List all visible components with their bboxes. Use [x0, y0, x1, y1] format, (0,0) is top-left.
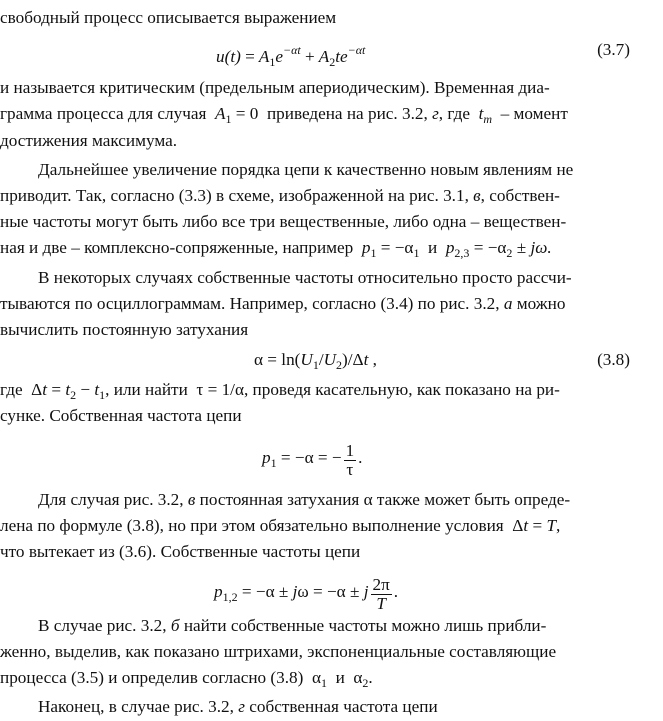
text: грамма процесса для случая — [0, 104, 207, 123]
text: Для случая рис. 3.2, — [38, 490, 184, 509]
text: в — [473, 186, 481, 205]
formula: $t_m$ — [474, 104, 493, 126]
text-line — [0, 238, 663, 263]
text: и — [335, 668, 345, 687]
text-line — [0, 131, 663, 151]
text: ная и две – комплексно-сопряженные, например — [0, 238, 354, 257]
text-line — [0, 380, 663, 405]
formula: $\Delta t = t_2 - t_1$ — [26, 380, 106, 402]
text: приводит. Так, согласно (3.3) в схеме, изображенной на рис. 3.1, — [0, 186, 469, 205]
text: лена по формуле (3.8), но при этом обязательно выполнение условия — [0, 516, 504, 535]
text: Дальнейшее увеличение порядка цепи к качественно новым явлениям не — [38, 160, 574, 179]
text-line — [0, 668, 663, 693]
text-line — [0, 294, 663, 314]
equation-number: (3.7) — [597, 40, 630, 59]
text: можно — [516, 294, 566, 313]
text: Наконец, в случае рис. 3.2, — [38, 697, 234, 716]
text: тываются по осциллограммам. Например, согласно (3.4) по рис. 3.2, — [0, 294, 500, 313]
text: и называется критическим (предельным апериодическим). Временная диа- — [0, 78, 550, 97]
text: ные частоты могут быть либо все три вещественные, либо одна – веществен- — [0, 212, 567, 231]
text-line — [38, 490, 658, 510]
text-line — [0, 212, 663, 232]
text: г — [238, 697, 245, 716]
text: , собствен- — [480, 186, 560, 205]
text: в — [187, 490, 196, 509]
text-line — [0, 516, 663, 536]
text: В некоторых случаях собственные частоты относительно просто рассчи- — [38, 268, 572, 287]
formula: $\alpha_2$. — [349, 668, 373, 690]
equation-p1 — [0, 434, 663, 478]
text: г — [432, 104, 439, 123]
text-line — [0, 406, 663, 426]
text: процесса (3.5) и определив согласно (3.8) — [0, 668, 304, 687]
text: , где — [438, 104, 470, 123]
text-line — [0, 78, 663, 98]
text-line — [38, 616, 658, 636]
text: а — [503, 294, 513, 313]
text: В случае рис. 3.2, — [38, 616, 167, 635]
text: женно, выделив, как показано штрихами, экспоненциальные составляющие — [0, 642, 557, 661]
text: приведена на рис. 3.2, — [266, 104, 428, 123]
text-line — [38, 160, 658, 180]
text: найти собственные частоты можно лишь прибли- — [183, 616, 547, 635]
formula: $A_1 = 0$ — [210, 104, 259, 126]
formula: $p_{1,2} = -\alpha \pm j\omega = -\alpha \pm j$ $\frac{2\pi}{T}$ . — [214, 575, 399, 613]
text: достижения максимума. — [0, 131, 178, 150]
text: где — [0, 380, 23, 399]
text-line — [38, 268, 658, 288]
text: собственная частота цепи — [249, 697, 438, 716]
text: что вытекает из (3.6). Собственные частоты цепи — [0, 542, 361, 561]
text-line — [38, 697, 658, 717]
formula: $p_{2,3} = -\alpha_2 \pm j\omega$. — [441, 238, 552, 260]
text-line — [0, 104, 663, 129]
text: вычислить постоянную затухания — [0, 320, 249, 339]
formula: $p_1 = -\alpha_1$ — [357, 238, 420, 260]
text-line — [0, 8, 663, 28]
text: и — [428, 238, 438, 257]
formula: τ = 1/α — [192, 380, 244, 399]
formula: $u(t) = A_1e^{-\alpha t} + A_2te^{-\alpha t}$ — [216, 43, 366, 69]
equation-number: (3.8) — [597, 350, 630, 369]
text: постоянная затухания α также может быть опреде- — [199, 490, 571, 509]
text-line — [0, 186, 663, 206]
formula: Δt = T, — [508, 516, 561, 535]
formula: $\alpha = \ln(U_1/U_2)/\Delta t$ , — [254, 350, 377, 372]
text: свободный процесс описывается выражением — [0, 8, 337, 27]
text: б — [170, 616, 180, 635]
text-line — [0, 320, 663, 340]
formula: $p_1 = -\alpha$ = − $\frac{1}{\tau}$ . — [262, 441, 363, 479]
text: , или найти — [105, 380, 188, 399]
text: сунке. Собственная частота цепи — [0, 406, 242, 425]
text: – момент — [500, 104, 568, 123]
text: , проведя касательную, как показано на ри- — [243, 380, 560, 399]
equation-p12 — [0, 564, 663, 613]
text-line — [0, 542, 663, 562]
formula: $\alpha_1$ — [307, 668, 327, 690]
text-line — [0, 642, 663, 662]
